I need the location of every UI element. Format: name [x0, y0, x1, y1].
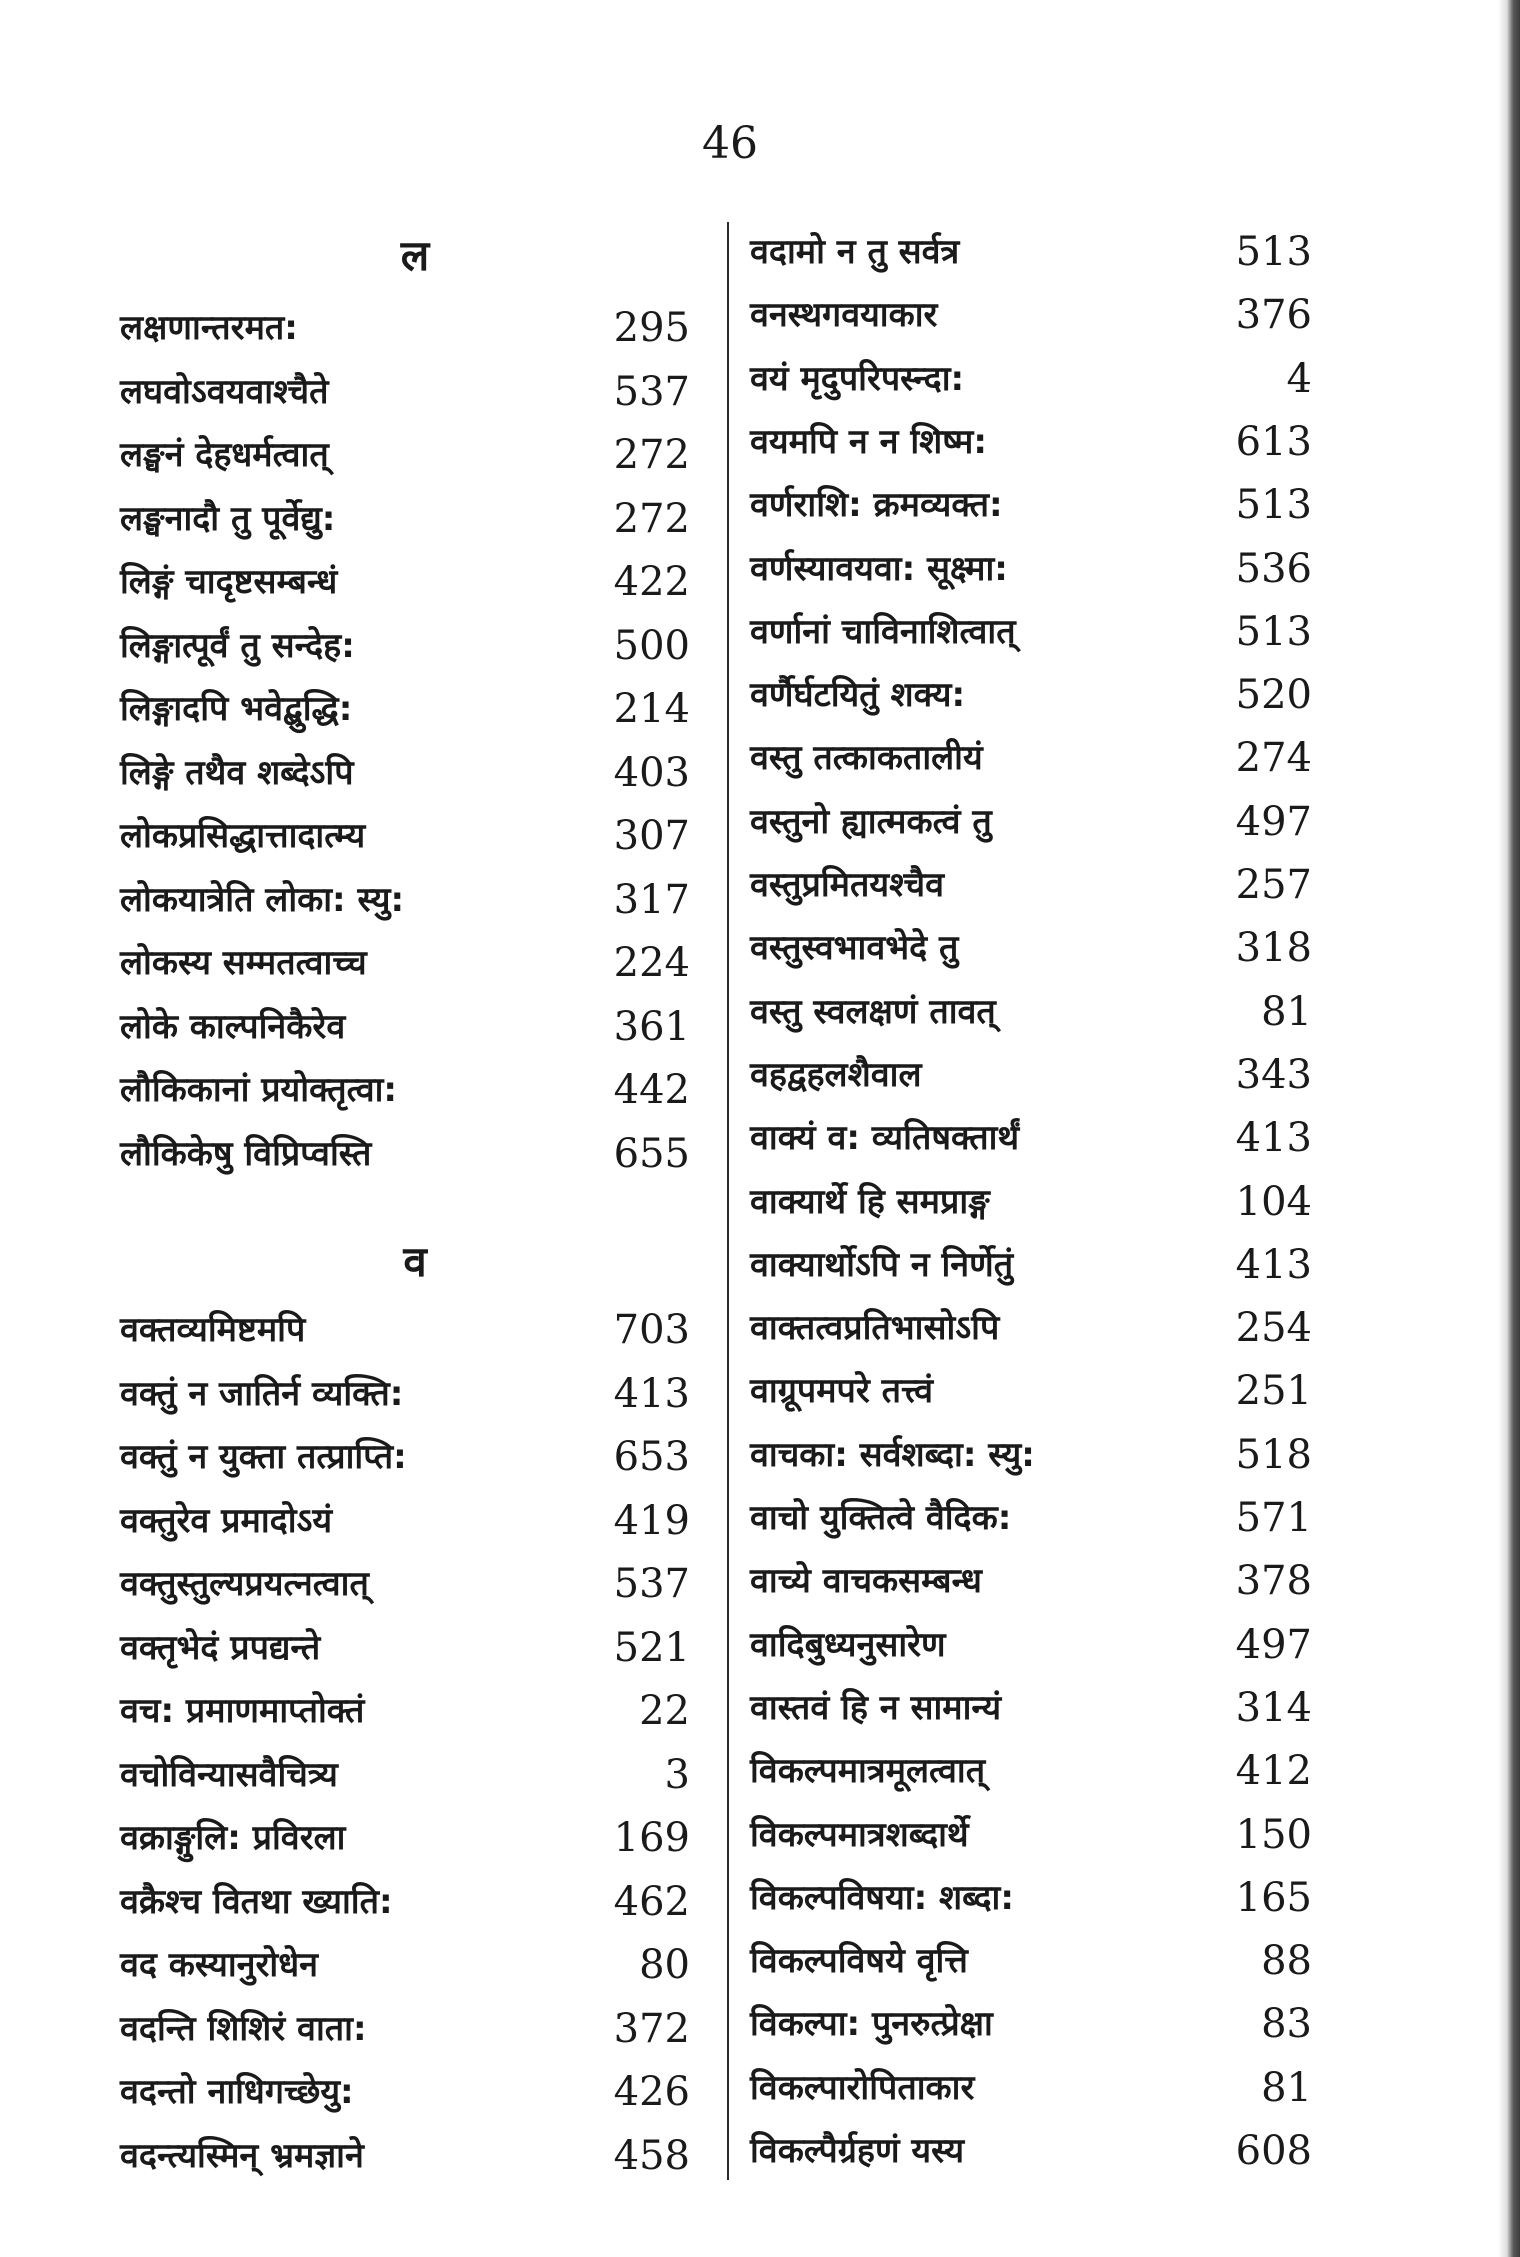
- entry-term: वदन्त्यस्मिन् भ्रमज्ञाने: [120, 2135, 364, 2176]
- entry-page-number: 500: [613, 622, 690, 669]
- entry-page-number: 513: [1235, 229, 1312, 275]
- index-entry: [750, 1170, 1320, 1234]
- entry-page-number: 104: [1235, 1178, 1312, 1225]
- index-entry: [120, 614, 710, 678]
- index-entry: [120, 677, 710, 741]
- index-entry: [750, 600, 1320, 664]
- entry-page-number: 361: [613, 1003, 690, 1050]
- index-entry: [750, 1423, 1320, 1487]
- entry-term: वाचका: सर्वशब्दा: स्यु:: [750, 1434, 1035, 1475]
- index-entry: [750, 1549, 1320, 1613]
- scan-edge-shadow: [1498, 0, 1520, 2257]
- entry-term: वास्तवं हि न सामान्यं: [750, 1687, 1002, 1728]
- entry-page-number: 462: [613, 1878, 690, 1925]
- index-entry: [750, 1106, 1320, 1170]
- entry-term: वक्तुं न युक्ता तत्प्राप्ति:: [120, 1437, 407, 1477]
- entry-page-number: 254: [1235, 1305, 1312, 1352]
- entry-term: विकल्पमात्रशब्दार्थे: [750, 1814, 969, 1855]
- entry-term: वदन्तो नाधिगच्छेयु:: [120, 2072, 354, 2112]
- entry-page-number: 513: [1235, 482, 1312, 529]
- entry-page-number: 413: [1235, 1115, 1312, 1162]
- entry-term: लोकयात्रेति लोका: स्यु:: [120, 879, 405, 920]
- index-entry: [750, 1676, 1320, 1740]
- index-entry: [750, 1739, 1320, 1803]
- entry-term: लक्षणान्तरमत:: [120, 308, 298, 348]
- entry-page-number: 307: [613, 813, 690, 859]
- index-entry: [120, 1870, 710, 1934]
- entry-term: लिङ्गादपि भवेद्बुद्धि:: [120, 689, 353, 729]
- entry-page-number: 318: [1235, 925, 1312, 972]
- entry-page-number: 608: [1235, 2128, 1312, 2174]
- index-entry: [120, 1679, 710, 1743]
- entry-page-number: 80: [639, 1942, 690, 1988]
- entry-page-number: 88: [1261, 1938, 1312, 1985]
- entry-term: वक्तुस्तुल्यप्रयत्नत्वात्: [120, 1564, 369, 1604]
- index-entry: [750, 663, 1320, 727]
- entry-term: लोके काल्पनिकैरेव: [120, 1006, 346, 1047]
- entry-page-number: 413: [1235, 1241, 1312, 1288]
- entry-term: लोकप्रसिद्धात्तादात्म्य: [120, 816, 366, 856]
- entry-term: वादिबुध्यनुसारेण: [750, 1624, 946, 1665]
- entry-page-number: 413: [613, 1370, 690, 1417]
- entry-term: वयं मृदुपरिपस्न्दा:: [750, 358, 965, 399]
- entry-page-number: 251: [1235, 1368, 1312, 1415]
- entry-page-number: 613: [1235, 418, 1312, 465]
- index-entry: [120, 2124, 710, 2188]
- index-entry: [120, 423, 710, 487]
- entry-page-number: 257: [1235, 862, 1312, 908]
- index-entry: [120, 1122, 710, 1186]
- index-entry: [750, 790, 1320, 854]
- entry-page-number: 571: [1235, 1495, 1312, 1541]
- index-entry: [750, 1613, 1320, 1677]
- entry-page-number: 272: [613, 432, 690, 478]
- index-entry: [120, 2060, 710, 2124]
- entry-page-number: 536: [1235, 545, 1312, 592]
- entry-term: वाक्तत्वप्रतिभासोऽपि: [750, 1308, 1000, 1349]
- entry-term: वदामो न तु सर्वत्र: [750, 232, 960, 272]
- index-entry: [750, 1866, 1320, 1930]
- index-entry: [750, 347, 1320, 411]
- entry-page-number: 521: [613, 1624, 690, 1671]
- index-entry: [750, 410, 1320, 474]
- entry-term: लौकिकानां प्रयोक्तृत्वा:: [120, 1070, 397, 1110]
- entry-term: वक्तव्यमिष्टमपि: [120, 1310, 306, 1350]
- index-entry: [120, 1552, 710, 1616]
- entry-term: वक्तृभेदं प्रपद्यन्ते: [120, 1627, 321, 1668]
- entry-term: वस्तु तत्काकतालीयं: [750, 738, 983, 779]
- entry-term: विकल्पविषया: शब्दा:: [750, 1877, 1014, 1918]
- index-entry: [750, 1296, 1320, 1360]
- index-entry: [120, 1362, 710, 1426]
- index-entry: [750, 726, 1320, 790]
- index-entry: [750, 1803, 1320, 1867]
- entry-page-number: 214: [613, 686, 690, 732]
- index-entry: [750, 473, 1320, 537]
- entry-term: वक्तुरेव प्रमादोऽयं: [120, 1500, 333, 1541]
- entry-term: वस्तुस्वभावभेदे तु: [750, 928, 959, 969]
- entry-term: वाच्ये वाचकसम्बन्ध: [750, 1561, 982, 1602]
- entry-term: वयमपि न न शिष्म:: [750, 421, 987, 462]
- entry-term: वाक्यं व: व्यतिषक्तार्थं: [750, 1118, 1020, 1159]
- index-entry: [120, 995, 710, 1059]
- entry-page-number: 165: [1235, 1874, 1312, 1921]
- index-entry: [750, 1992, 1320, 2056]
- index-entry: [750, 916, 1320, 980]
- entry-page-number: 150: [1235, 1811, 1312, 1858]
- entry-term: लिङ्गे तथैव शब्देऽपि: [120, 752, 354, 793]
- index-entry: [120, 1743, 710, 1807]
- index-entry: [120, 1058, 710, 1122]
- entry-term: वस्तु स्वलक्षणं तावत्: [750, 991, 996, 1032]
- index-entry: [120, 1997, 710, 2061]
- section-heading: व: [403, 1237, 427, 1286]
- index-entry: [750, 853, 1320, 917]
- entry-page-number: 497: [1235, 798, 1312, 845]
- index-entry: [750, 220, 1320, 284]
- index-entry: [120, 1806, 710, 1870]
- index-entry: [120, 487, 710, 551]
- entry-page-number: 537: [613, 368, 690, 415]
- entry-term: वाचो युक्तित्वे वैदिक:: [750, 1498, 1012, 1538]
- entry-term: लिङ्गात्पूर्वं तु सन्देह:: [120, 625, 355, 666]
- entry-term: विकल्पारोपिताकार: [750, 2067, 975, 2108]
- entry-term: विकल्पमात्रमूलत्वात्: [750, 1751, 986, 1792]
- entry-term: वस्तुप्रमितयश्चैव: [750, 865, 945, 905]
- entry-page-number: 442: [613, 1067, 690, 1113]
- index-entry: [120, 1616, 710, 1680]
- index-entry: [120, 1298, 710, 1362]
- index-entry: [120, 931, 710, 995]
- entry-page-number: 81: [1261, 988, 1312, 1035]
- entry-term: वाक्यार्थोऽपि न निर्णेतुं: [750, 1244, 1014, 1285]
- entry-page-number: 653: [613, 1434, 690, 1480]
- entry-page-number: 376: [1235, 292, 1312, 339]
- entry-term: वक्तुं न जातिर्न व्यक्ति:: [120, 1373, 404, 1414]
- index-entry: [750, 1929, 1320, 1993]
- index-entry: [750, 283, 1320, 347]
- entry-page-number: 22: [639, 1688, 690, 1734]
- entry-term: वर्णैर्घटयितुं शक्य:: [750, 675, 966, 716]
- index-entry: [120, 1933, 710, 1997]
- entry-page-number: 458: [613, 2132, 690, 2179]
- entry-term: लौकिकेषु विप्रिप्वस्ति: [120, 1133, 372, 1174]
- entry-page-number: 513: [1235, 608, 1312, 655]
- entry-page-number: 412: [1235, 1748, 1312, 1795]
- index-entry: [120, 741, 710, 805]
- page-number: 46: [702, 118, 758, 169]
- index-entry: [120, 868, 710, 932]
- index-entry: [120, 804, 710, 868]
- entry-page-number: 3: [664, 1751, 690, 1798]
- index-entry: [750, 2056, 1320, 2120]
- entry-term: वर्णराशि: क्रमव्यक्त:: [750, 485, 1003, 526]
- entry-page-number: 343: [1235, 1051, 1312, 1098]
- index-entry: [120, 296, 710, 360]
- entry-page-number: 422: [613, 559, 690, 605]
- entry-page-number: 520: [1235, 672, 1312, 719]
- index-entry: [750, 537, 1320, 601]
- column-divider: [727, 222, 729, 2180]
- entry-page-number: 272: [613, 495, 690, 542]
- entry-page-number: 274: [1235, 735, 1312, 782]
- index-entry: [120, 1425, 710, 1489]
- index-entry: [120, 360, 710, 424]
- entry-term: लङ्घनं देहधर्मत्वात्: [120, 435, 329, 475]
- entry-term: वक्रैश्च वितथा ख्याति:: [120, 1881, 393, 1922]
- entry-term: विकल्पैर्ग्रहणं यस्य: [750, 2131, 965, 2171]
- entry-term: वचोविन्यासवैचित्र्य: [120, 1754, 338, 1795]
- entry-page-number: 83: [1261, 2001, 1312, 2048]
- entry-term: वनस्थगवयाकार: [750, 295, 938, 336]
- entry-page-number: 419: [613, 1497, 690, 1544]
- entry-term: वाक्यार्थे हि समप्राङ्ग: [750, 1181, 990, 1222]
- entry-term: वाग्रूपमपरे तत्त्वं: [750, 1371, 933, 1412]
- index-entry: [120, 550, 710, 614]
- entry-page-number: 537: [613, 1561, 690, 1607]
- entry-term: लोकस्य सम्मतत्वाच्च: [120, 943, 367, 983]
- index-entry: [750, 1233, 1320, 1297]
- index-entry: [750, 1359, 1320, 1423]
- entry-page-number: 314: [1235, 1684, 1312, 1731]
- index-entry: [750, 980, 1320, 1044]
- entry-page-number: 403: [613, 749, 690, 796]
- entry-term: वर्णानां चाविनाशित्वात्: [750, 611, 1016, 652]
- entry-term: वक्राङ्गुलि: प्रविरला: [120, 1818, 346, 1858]
- index-entry: [750, 1486, 1320, 1550]
- entry-term: वहद्वहलशैवाल: [750, 1054, 922, 1095]
- index-entry: [120, 1489, 710, 1553]
- entry-page-number: 169: [613, 1815, 690, 1861]
- entry-page-number: 497: [1235, 1621, 1312, 1668]
- entry-page-number: 295: [613, 305, 690, 351]
- entry-page-number: 81: [1261, 2064, 1312, 2111]
- entry-term: वच: प्रमाणमाप्तोक्तं: [120, 1691, 365, 1731]
- entry-term: वस्तुनो ह्यात्मकत्वं तु: [750, 801, 992, 842]
- index-entry: [750, 1043, 1320, 1107]
- entry-page-number: 224: [613, 940, 690, 986]
- entry-term: वद कस्यानुरोधेन: [120, 1945, 319, 1985]
- entry-term: वर्णस्यावयवा: सूक्ष्मा:: [750, 548, 1008, 589]
- entry-term: वदन्ति शिशिरं वाता:: [120, 2008, 367, 2049]
- entry-page-number: 426: [613, 2069, 690, 2115]
- entry-term: लङ्घनादौ तु पूर्वेद्यु:: [120, 498, 336, 539]
- entry-page-number: 378: [1235, 1558, 1312, 1605]
- index-entry: [750, 2119, 1320, 2183]
- entry-page-number: 518: [1235, 1431, 1312, 1478]
- entry-page-number: 703: [613, 1307, 690, 1353]
- entry-term: विकल्पा: पुनरुत्प्रेक्षा: [750, 2004, 993, 2045]
- entry-term: विकल्पविषये वृत्ति: [750, 1941, 968, 1982]
- entry-term: लिङ्गं चादृष्टसम्बन्धं: [120, 562, 338, 602]
- section-heading: ल: [400, 231, 430, 280]
- entry-page-number: 655: [613, 1130, 690, 1177]
- entry-page-number: 372: [613, 2005, 690, 2052]
- entry-page-number: 317: [613, 876, 690, 923]
- entry-page-number: 4: [1286, 355, 1312, 402]
- entry-term: लघवोऽवयवाश्चैते: [120, 371, 329, 412]
